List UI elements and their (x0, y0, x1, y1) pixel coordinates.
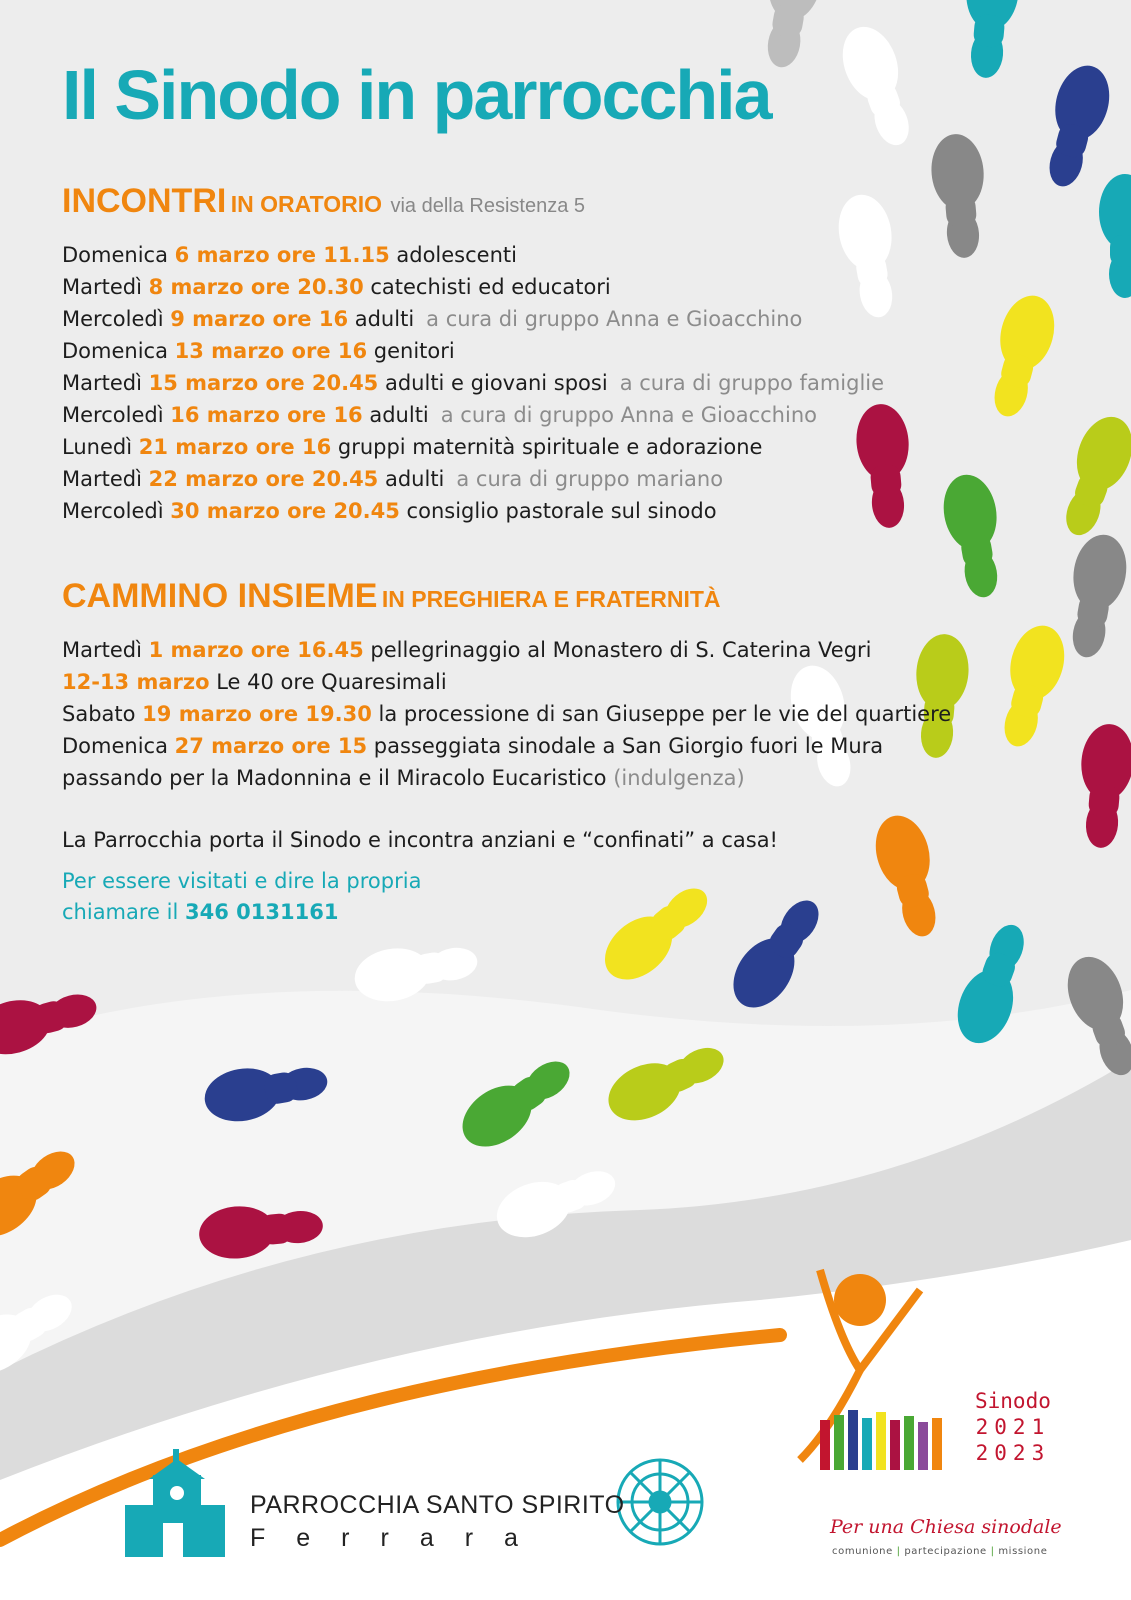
section-cammino-heading (62, 577, 922, 616)
list-item: Martedì 22 marzo ore 20.45 adulti a cura di gruppo mariano (62, 467, 724, 491)
footprint-icon (990, 620, 1072, 753)
list-item: Mercoledì 30 marzo ore 20.45 consiglio pastorale sul sinodo (62, 499, 717, 523)
synod-year-start: 2021 (975, 1415, 1051, 1439)
heading-big: CAMMINO INSIEME (62, 577, 378, 615)
cammino-list (62, 634, 952, 794)
footprint-icon (928, 132, 991, 260)
footprint-icon (1059, 530, 1131, 661)
heading-big: INCONTRI (62, 182, 227, 220)
list-item: Sabato 19 marzo ore 19.30 la processione di san Giuseppe per le vie del quartiere (62, 702, 952, 726)
call-info (62, 866, 922, 928)
main-content (62, 56, 952, 928)
list-item: Mercoledì 9 marzo ore 16 adulti a cura di gruppo Anna e Gioacchino (62, 307, 803, 331)
parish-name: PARROCCHIA SANTO SPIRITO (250, 1491, 625, 1519)
section-incontri-heading (62, 182, 922, 221)
incontri-list (62, 239, 922, 527)
address: via della Resistenza 5 (390, 195, 586, 217)
dove-emblem-icon (618, 1460, 702, 1544)
parish-city: Ferrara (250, 1524, 549, 1552)
footprint-icon (938, 470, 1011, 601)
list-item: Domenica 6 marzo ore 11.15 adolescenti (62, 243, 517, 267)
list-item: 12-13 marzo Le 40 ore Quaresimali (62, 670, 447, 694)
footprint-icon (1051, 409, 1131, 543)
list-item-continuation: passando per la Madonnina e il Miracolo Eucaristico (indulgenza) (62, 766, 745, 790)
footprint-icon (1099, 174, 1131, 298)
synod-year-end: 2023 (975, 1441, 1051, 1465)
parish-footer (250, 1491, 625, 1553)
list-item: Martedì 15 marzo ore 20.45 adulti e giovani sposi a cura di gruppo famiglie (62, 371, 885, 395)
page-title: Il Sinodo in parrocchia (62, 56, 771, 134)
call-line: Per essere visitati e dire la propria (62, 869, 422, 893)
list-item: Domenica 27 marzo ore 15 passeggiata sinodale a San Giorgio fuori le Mura (62, 734, 884, 758)
synod-word: Sinodo (975, 1389, 1051, 1413)
footprint-icon (1074, 722, 1131, 850)
footprint-icon (980, 290, 1062, 423)
list-item: Lunedì 21 marzo ore 16 gruppi maternità spirituale e adorazione (62, 435, 763, 459)
phone-number[interactable]: 346 0131161 (185, 900, 339, 924)
heading-small: IN PREGHIERA E FRATERNITÀ (381, 586, 721, 612)
list-item: Martedì 8 marzo ore 20.30 catechisti ed educatori (62, 275, 611, 299)
footprint-icon (1035, 60, 1117, 193)
call-prefix: chiamare il (62, 900, 185, 924)
synod-subtitle: comunione | partecipazione | missione (832, 1546, 1048, 1557)
footprint-icon (959, 0, 1022, 80)
list-item: Martedì 1 marzo ore 16.45 pellegrinaggio al Monastero di S. Caterina Vegri (62, 638, 872, 662)
list-item: Mercoledì 16 marzo ore 16 adulti a cura di gruppo Anna e Gioacchino (62, 403, 817, 427)
synod-logo-text (975, 1388, 1051, 1466)
heading-small: IN ORATORIO (230, 191, 382, 217)
list-item: Domenica 13 marzo ore 16 genitori (62, 339, 455, 363)
visit-line: La Parrocchia porta il Sinodo e incontra anziani e “confinati” a casa! (62, 828, 778, 852)
synod-tagline: Per una Chiesa sinodale (830, 1516, 1062, 1538)
